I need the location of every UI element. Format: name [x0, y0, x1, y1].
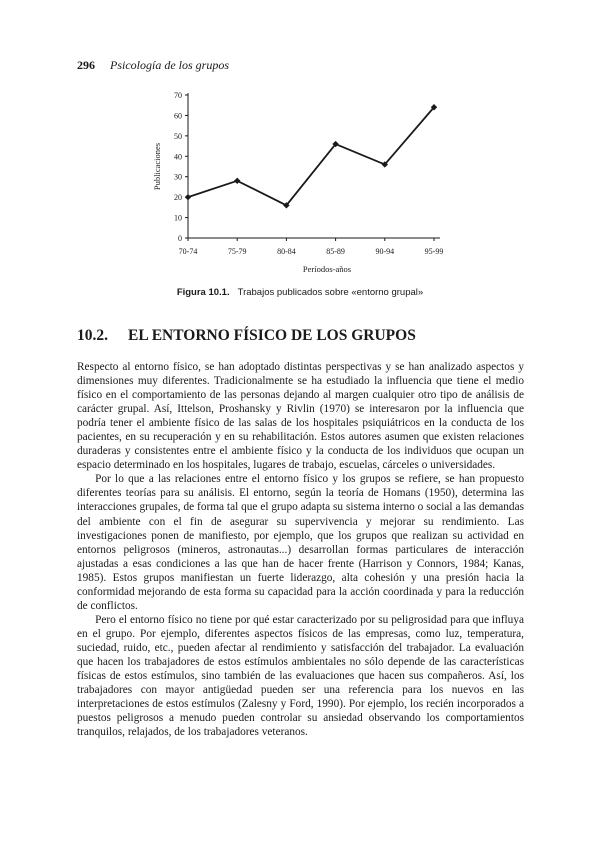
book-title: Psicología de los grupos: [110, 58, 229, 72]
data-point: [234, 178, 240, 184]
data-point: [185, 194, 191, 200]
section-number: 10.2.: [77, 327, 108, 344]
chart-ticks: [174, 91, 443, 256]
chart-series: [185, 104, 437, 208]
y-tick-label: 50: [174, 131, 182, 141]
page-number: 296: [77, 58, 95, 72]
x-tick-label: 90-94: [375, 247, 395, 256]
x-tick-label: 80-84: [277, 247, 296, 256]
y-tick-label: 40: [174, 152, 182, 162]
y-tick-label: 70: [174, 91, 182, 100]
section-heading: [77, 327, 416, 345]
y-tick-label: 10: [174, 213, 182, 223]
figure-caption-text: Trabajos publicados sobre «entorno grupal»: [237, 287, 424, 298]
x-tick-label: 85-89: [326, 247, 345, 256]
x-tick-label: 95-99: [424, 247, 444, 256]
body-text: [77, 360, 524, 739]
section-title: EL ENTORNO FÍSICO DE LOS GRUPOS: [128, 327, 416, 344]
y-axis-label: Publicaciones: [152, 142, 162, 191]
y-tick-label: 60: [174, 111, 182, 121]
chart-axes: [188, 93, 440, 238]
y-tick-label: 20: [174, 193, 182, 203]
figure-caption: [0, 287, 600, 298]
x-axis-label: Períodos-años: [302, 264, 352, 274]
line-chart: [0, 0, 600, 300]
paragraph: Pero el entorno físico no tiene por qué estar caracterizado por su peligrosidad para que influya en el grupo. Por ejemplo, diferentes aspectos físicos de las empresas, como luz, temperatura, suciedad, ruido, etc., pueden afectar al rendimiento y satisfacción del trabajador. La evaluación que hacen los trabajadores de estos estímulos ambientales no sólo depende de las características físicas de estos estímulos, sino también de las evaluaciones que hacen sus compañeros. Así, los trabajadores con mayor antigüedad pueden ser una referencia para los nuevos en las interpretaciones de estos estímulos (Zalesny y Ford, 1990). Por ejemplo, los recién incorporados a puestos peligrosos a menudo pueden controlar su ansiedad observando los comportamientos tranquilos, relajados, de los trabajadores veteranos.: [77, 613, 524, 739]
y-tick-label: 30: [174, 172, 182, 182]
paragraph: Respecto al entorno físico, se han adoptado distintas perspectivas y se han analizado aspectos y dimensiones muy diferentes. Tradicionalmente se ha estudiado la influencia que tiene el medio físico en el comportamiento de las personas dejando al margen cualquier otro tipo de análisis de carácter grupal. Así, Ittelson, Proshansky y Rivlin (1970) se interesaron por la influencia que podría tener el ambiente físico de las salas de los hospitales psiquiátricos en la conducta de los pacientes, en su recuperación y en su rehabilitación. Estos autores asumen que existen relaciones duraderas y consistentes entre el ambiente físico y la conducta de los individuos que ocupan un espacio determinado en los hospitales, lugares de trabajo, escuelas, cárceles o universidades.: [77, 361, 524, 472]
series-line: [188, 107, 434, 205]
x-tick-label: 70-74: [178, 247, 198, 256]
paragraph: Por lo que a las relaciones entre el entorno físico y los grupos se refiere, se han propuesto diferentes teorías para su análisis. El entorno, según la teoría de Homans (1950), determina las interacciones grupales, de forma tal que el grupo adapta su sistema interno o social a las demandas del ambiente con el fin de asegurar su supervivencia y mejorar su rendimiento. Las investigaciones ponen de manifiesto, por ejemplo, que los grupos que realizan su actividad en entornos peligrosos (mineros, astronautas...) desarrollan formas particulares de interacción ajustadas a esas condiciones a las que han de hacer frente (Harrison y Connors, 1984; Kanas, 1985). Estos grupos manifiestan un fuerte liderazgo, alta cohesión y una presión hacia la conformidad mejorando de esta forma su capacidad para la acción coordinada y para la reducción de conflictos.: [77, 473, 524, 612]
figure-label: Figura 10.1.: [176, 287, 230, 298]
y-tick-label: 0: [178, 234, 182, 243]
x-tick-label: 75-79: [227, 247, 247, 256]
